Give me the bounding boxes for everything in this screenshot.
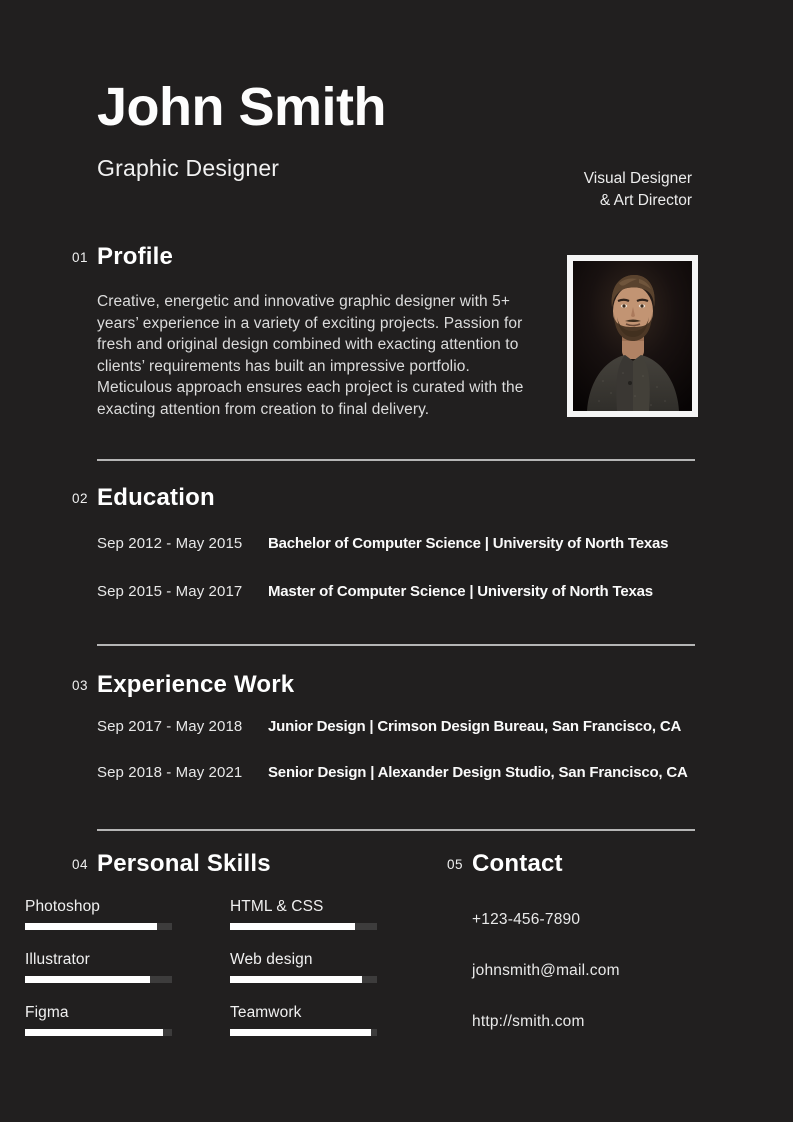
education-detail: Bachelor of Computer Science | University of North Texas	[268, 535, 669, 553]
education-detail: Master of Computer Science | University of North Texas	[268, 583, 653, 601]
education-dates: Sep 2012 - May 2015	[97, 535, 243, 553]
experience-detail: Senior Design | Alexander Design Studio, San Francisco, CA	[268, 764, 688, 782]
skill-label: Teamwork	[230, 1004, 302, 1022]
section-skills	[0, 849, 447, 1036]
section-title: Personal Skills	[97, 850, 271, 878]
skill-bar-fill	[25, 923, 157, 930]
skill-bar-fill	[25, 1029, 163, 1036]
education-heading	[72, 483, 793, 514]
contact-items	[472, 910, 793, 1032]
skill-bar-track	[25, 1029, 172, 1036]
skill-bar-track	[230, 1029, 377, 1036]
section-profile	[0, 242, 793, 420]
experience-dates: Sep 2017 - May 2018	[97, 718, 243, 736]
skill-label: Illustrator	[25, 951, 90, 969]
section-title: Education	[97, 484, 215, 512]
section-title: Experience Work	[97, 671, 295, 699]
skills-heading	[72, 849, 447, 880]
experience-heading	[72, 670, 793, 701]
experience-row	[97, 763, 793, 783]
job-title: Graphic Designer	[97, 155, 280, 182]
skill-item	[25, 951, 230, 983]
portrait-illustration	[573, 261, 692, 411]
contact-heading	[447, 849, 793, 880]
experience-dates: Sep 2018 - May 2021	[97, 764, 243, 782]
education-dates: Sep 2015 - May 2017	[97, 583, 243, 601]
experience-detail: Junior Design | Crimson Design Bureau, San Francisco, CA	[268, 718, 682, 736]
skill-bar-track	[25, 976, 172, 983]
skill-label: HTML & CSS	[230, 898, 324, 916]
skill-label: Figma	[25, 1004, 69, 1022]
portrait-photo	[567, 255, 698, 417]
skill-item	[230, 951, 435, 983]
skill-bar-fill	[230, 1029, 371, 1036]
header	[0, 0, 793, 182]
tagline-line-1: Visual Designer	[583, 170, 692, 187]
contact-phone[interactable]: +123-456-7890	[472, 911, 581, 929]
section-number: 05	[447, 857, 464, 873]
skill-label: Photoshop	[25, 898, 101, 916]
experience-row	[97, 717, 793, 737]
tagline	[584, 168, 692, 211]
divider	[97, 459, 695, 461]
bottom-area	[0, 849, 793, 1036]
profile-text: Creative, energetic and innovative graphic designer with 5+ years’ experience in a variety of exciting projects. Passion for fresh and original design combined with exacting attention to clients’ requirements has built an impressive portfolio. Meticulous approach ensures each project is curated with the exacting attention from creation to final delivery.	[97, 293, 524, 418]
skill-item	[230, 1004, 435, 1036]
skill-bar-fill	[230, 923, 355, 930]
education-row	[97, 582, 793, 602]
section-title: Profile	[97, 243, 174, 271]
section-title: Contact	[472, 850, 563, 878]
section-education	[0, 483, 793, 602]
tagline-line-2: & Art Director	[599, 191, 692, 209]
contact-website[interactable]: http://smith.com	[472, 1013, 585, 1031]
skill-label: Web design	[230, 951, 313, 969]
skill-bar-track	[25, 923, 172, 930]
divider	[97, 644, 695, 646]
section-number: 02	[72, 491, 89, 507]
skill-bar-fill	[25, 976, 150, 983]
contact-email[interactable]: johnsmith@mail.com	[472, 962, 620, 980]
skill-item	[25, 1004, 230, 1036]
person-name: John Smith	[97, 77, 386, 137]
education-row	[97, 534, 793, 554]
section-experience	[0, 670, 793, 783]
skill-bar-track	[230, 976, 377, 983]
skill-bar-track	[230, 923, 377, 930]
skill-item	[25, 898, 230, 930]
skill-item	[230, 898, 435, 930]
skill-bar-fill	[230, 976, 362, 983]
section-number: 03	[72, 678, 89, 694]
section-contact	[447, 849, 793, 1036]
divider	[97, 829, 695, 831]
section-number: 04	[72, 857, 89, 873]
section-number: 01	[72, 250, 89, 266]
skills-grid	[25, 898, 447, 1036]
